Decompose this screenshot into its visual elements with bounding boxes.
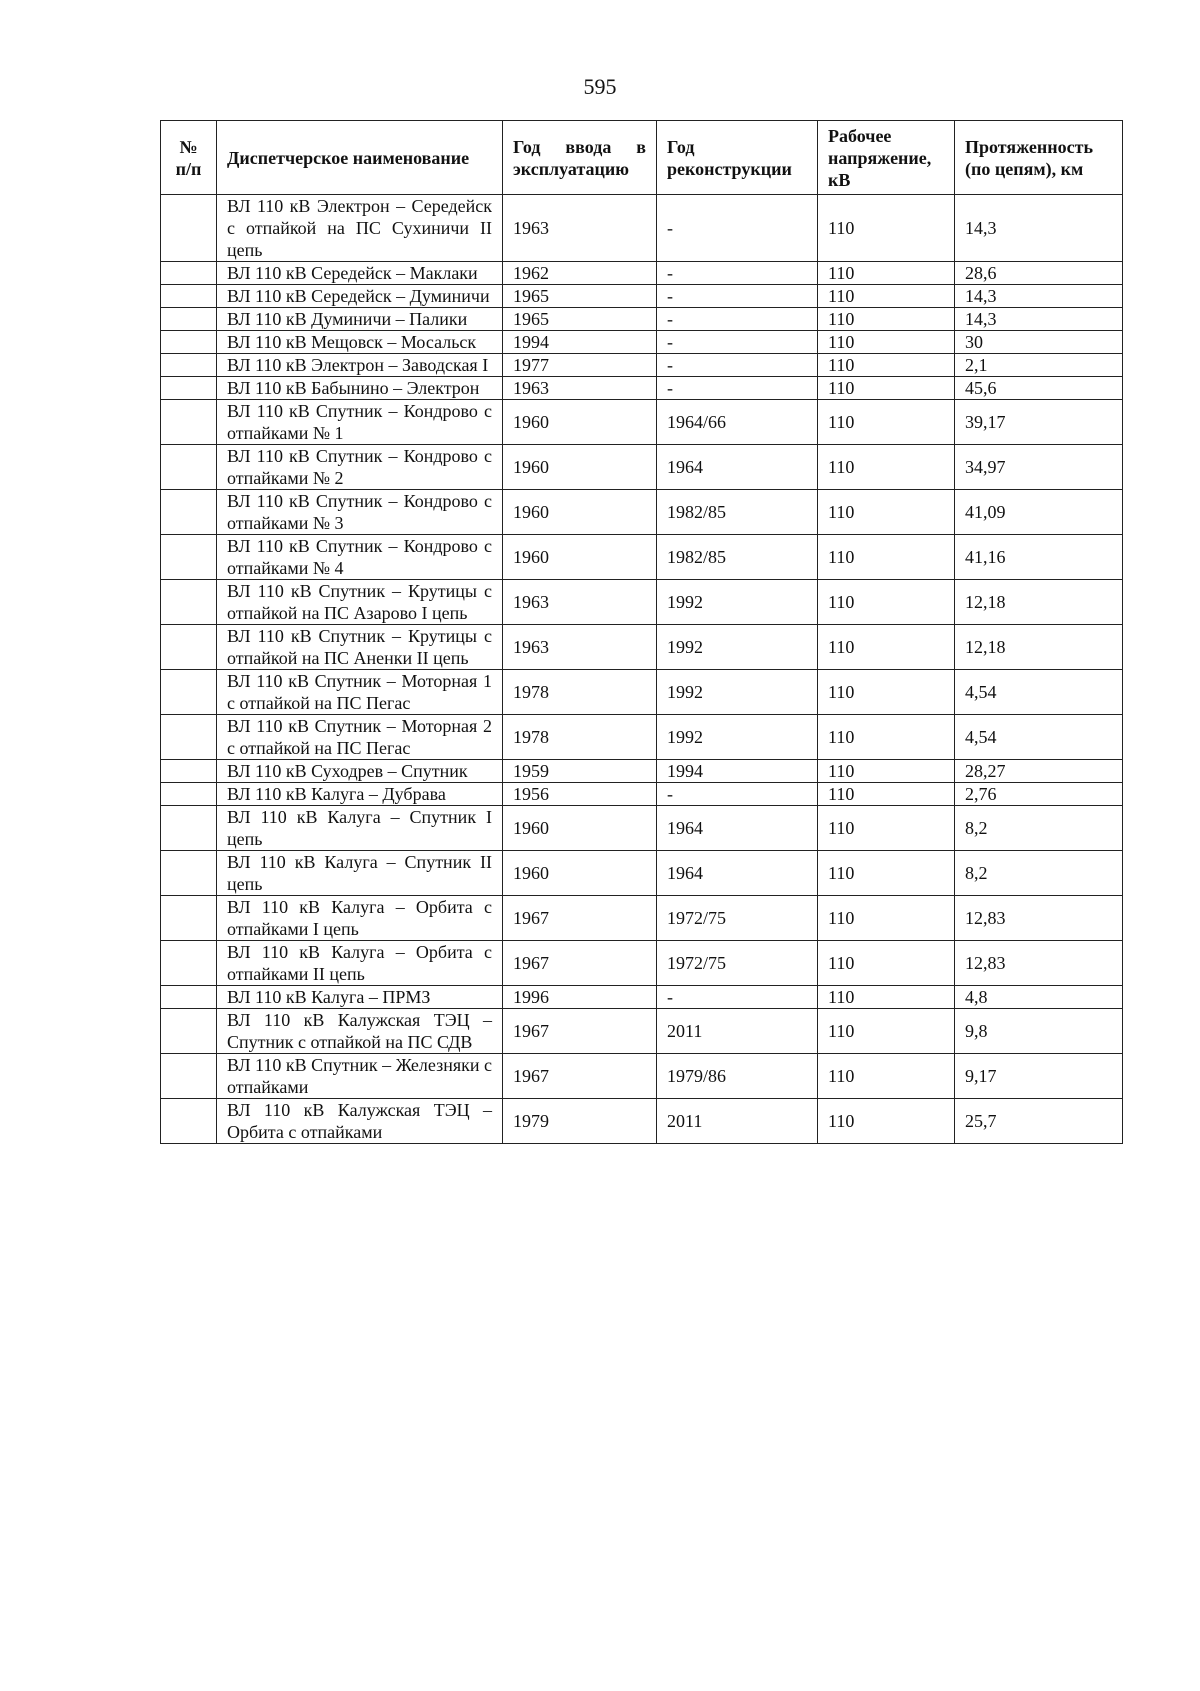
header-year-in: Год ввода в эксплуатацию	[503, 121, 657, 195]
cell-length: 30	[955, 331, 1123, 354]
cell-num	[161, 308, 217, 331]
cell-year-rec: 1972/75	[657, 896, 818, 941]
cell-voltage: 110	[818, 377, 955, 400]
header-year-rec: Год реконструкции	[657, 121, 818, 195]
cell-voltage: 110	[818, 400, 955, 445]
cell-year-in: 1960	[503, 445, 657, 490]
cell-num	[161, 896, 217, 941]
header-num: № п/п	[161, 121, 217, 195]
table-row	[161, 400, 1123, 445]
cell-name: ВЛ 110 кВ Спутник – Кондрово с отпайками № 4	[217, 535, 503, 580]
cell-year-in: 1967	[503, 1054, 657, 1099]
cell-length: 34,97	[955, 445, 1123, 490]
cell-length: 4,54	[955, 670, 1123, 715]
cell-num	[161, 1099, 217, 1144]
cell-year-rec: -	[657, 195, 818, 262]
cell-voltage: 110	[818, 535, 955, 580]
table-row	[161, 715, 1123, 760]
table-row	[161, 1054, 1123, 1099]
cell-voltage: 110	[818, 625, 955, 670]
table-row	[161, 806, 1123, 851]
cell-num	[161, 490, 217, 535]
cell-name: ВЛ 110 кВ Спутник – Крутицы с отпайкой на ПС Аненки II цепь	[217, 625, 503, 670]
cell-length: 45,6	[955, 377, 1123, 400]
page-number: 595	[583, 74, 617, 99]
cell-length: 28,6	[955, 262, 1123, 285]
table-row	[161, 195, 1123, 262]
cell-length: 14,3	[955, 195, 1123, 262]
cell-voltage: 110	[818, 1054, 955, 1099]
cell-year-rec: 1979/86	[657, 1054, 818, 1099]
cell-year-rec: -	[657, 377, 818, 400]
table-row	[161, 535, 1123, 580]
table-row	[161, 1099, 1123, 1144]
power-lines-table	[160, 120, 1123, 1144]
cell-year-in: 1965	[503, 308, 657, 331]
cell-name: ВЛ 110 кВ Калуга – Орбита с отпайками I цепь	[217, 896, 503, 941]
cell-num	[161, 377, 217, 400]
cell-year-in: 1959	[503, 760, 657, 783]
cell-year-in: 1967	[503, 896, 657, 941]
cell-year-rec: 1992	[657, 580, 818, 625]
cell-year-in: 1956	[503, 783, 657, 806]
cell-name: ВЛ 110 кВ Суходрев – Спутник	[217, 760, 503, 783]
cell-num	[161, 400, 217, 445]
cell-num	[161, 760, 217, 783]
table-row	[161, 670, 1123, 715]
cell-year-in: 1994	[503, 331, 657, 354]
cell-year-rec: 1982/85	[657, 535, 818, 580]
cell-name: ВЛ 110 кВ Калуга – ПРМЗ	[217, 986, 503, 1009]
cell-voltage: 110	[818, 896, 955, 941]
cell-voltage: 110	[818, 580, 955, 625]
cell-year-rec: 1964/66	[657, 400, 818, 445]
cell-name: ВЛ 110 кВ Середейск – Маклаки	[217, 262, 503, 285]
cell-year-rec: -	[657, 331, 818, 354]
cell-year-in: 1967	[503, 941, 657, 986]
table-row	[161, 625, 1123, 670]
cell-year-rec: -	[657, 783, 818, 806]
table-row	[161, 783, 1123, 806]
cell-name: ВЛ 110 кВ Спутник – Кондрово с отпайками № 3	[217, 490, 503, 535]
table-row	[161, 580, 1123, 625]
cell-name: ВЛ 110 кВ Калужская ТЭЦ – Орбита с отпайками	[217, 1099, 503, 1144]
cell-name: ВЛ 110 кВ Электрон – Середейск с отпайкой на ПС Сухиничи II цепь	[217, 195, 503, 262]
cell-year-in: 1978	[503, 670, 657, 715]
cell-year-rec: -	[657, 354, 818, 377]
cell-length: 14,3	[955, 285, 1123, 308]
table-row	[161, 490, 1123, 535]
cell-year-in: 1962	[503, 262, 657, 285]
cell-name: ВЛ 110 кВ Думиничи – Палики	[217, 308, 503, 331]
cell-year-in: 1979	[503, 1099, 657, 1144]
cell-year-in: 1960	[503, 535, 657, 580]
table-row	[161, 354, 1123, 377]
cell-year-rec: -	[657, 285, 818, 308]
cell-name: ВЛ 110 кВ Середейск – Думиничи	[217, 285, 503, 308]
cell-year-in: 1960	[503, 490, 657, 535]
cell-num	[161, 1054, 217, 1099]
cell-year-in: 1963	[503, 580, 657, 625]
cell-num	[161, 262, 217, 285]
table-row	[161, 262, 1123, 285]
cell-name: ВЛ 110 кВ Спутник – Железняки с отпайками	[217, 1054, 503, 1099]
cell-name: ВЛ 110 кВ Спутник – Кондрово с отпайками № 2	[217, 445, 503, 490]
cell-voltage: 110	[818, 760, 955, 783]
cell-name: ВЛ 110 кВ Мещовск – Мосальск	[217, 331, 503, 354]
cell-year-rec: -	[657, 986, 818, 1009]
cell-length: 12,83	[955, 896, 1123, 941]
table-row	[161, 445, 1123, 490]
cell-length: 9,17	[955, 1054, 1123, 1099]
cell-voltage: 110	[818, 195, 955, 262]
cell-name: ВЛ 110 кВ Калуга – Спутник I цепь	[217, 806, 503, 851]
cell-length: 4,8	[955, 986, 1123, 1009]
cell-length: 41,16	[955, 535, 1123, 580]
cell-voltage: 110	[818, 986, 955, 1009]
cell-length: 12,18	[955, 625, 1123, 670]
table-row	[161, 896, 1123, 941]
cell-voltage: 110	[818, 941, 955, 986]
cell-voltage: 110	[818, 285, 955, 308]
cell-num	[161, 1009, 217, 1054]
cell-name: ВЛ 110 кВ Калужская ТЭЦ – Спутник с отпайкой на ПС СДВ	[217, 1009, 503, 1054]
table-body	[161, 195, 1123, 1144]
cell-length: 2,76	[955, 783, 1123, 806]
cell-num	[161, 331, 217, 354]
cell-voltage: 110	[818, 670, 955, 715]
cell-year-in: 1963	[503, 195, 657, 262]
cell-voltage: 110	[818, 715, 955, 760]
cell-year-in: 1977	[503, 354, 657, 377]
cell-name: ВЛ 110 кВ Спутник – Моторная 2 с отпайкой на ПС Пегас	[217, 715, 503, 760]
cell-voltage: 110	[818, 331, 955, 354]
cell-year-in: 1978	[503, 715, 657, 760]
cell-year-rec: 1964	[657, 445, 818, 490]
cell-num	[161, 285, 217, 308]
cell-num	[161, 354, 217, 377]
cell-voltage: 110	[818, 851, 955, 896]
table-row	[161, 308, 1123, 331]
cell-name: ВЛ 110 кВ Спутник – Моторная 1 с отпайкой на ПС Пегас	[217, 670, 503, 715]
cell-voltage: 110	[818, 262, 955, 285]
cell-num	[161, 941, 217, 986]
cell-name: ВЛ 110 кВ Бабынино – Электрон	[217, 377, 503, 400]
cell-length: 8,2	[955, 851, 1123, 896]
cell-name: ВЛ 110 кВ Электрон – Заводская I	[217, 354, 503, 377]
cell-name: ВЛ 110 кВ Спутник – Кондрово с отпайками № 1	[217, 400, 503, 445]
table-row	[161, 331, 1123, 354]
cell-year-rec: 2011	[657, 1009, 818, 1054]
cell-year-in: 1963	[503, 625, 657, 670]
cell-num	[161, 986, 217, 1009]
cell-num	[161, 445, 217, 490]
cell-length: 28,27	[955, 760, 1123, 783]
table-row	[161, 760, 1123, 783]
cell-year-rec: 1992	[657, 715, 818, 760]
cell-year-in: 1960	[503, 400, 657, 445]
cell-num	[161, 580, 217, 625]
cell-year-in: 1963	[503, 377, 657, 400]
cell-voltage: 110	[818, 445, 955, 490]
cell-length: 12,83	[955, 941, 1123, 986]
cell-year-rec: 1964	[657, 851, 818, 896]
cell-name: ВЛ 110 кВ Калуга – Дубрава	[217, 783, 503, 806]
cell-voltage: 110	[818, 308, 955, 331]
cell-year-rec: 1972/75	[657, 941, 818, 986]
cell-num	[161, 535, 217, 580]
cell-year-in: 1967	[503, 1009, 657, 1054]
header-length: Протяженность (по цепям), км	[955, 121, 1123, 195]
cell-num	[161, 195, 217, 262]
header-row	[161, 121, 1123, 195]
cell-year-rec: 1992	[657, 625, 818, 670]
cell-year-in: 1996	[503, 986, 657, 1009]
cell-length: 41,09	[955, 490, 1123, 535]
table-row	[161, 986, 1123, 1009]
cell-length: 25,7	[955, 1099, 1123, 1144]
cell-year-rec: -	[657, 308, 818, 331]
cell-num	[161, 715, 217, 760]
table-row	[161, 377, 1123, 400]
cell-length: 8,2	[955, 806, 1123, 851]
cell-length: 2,1	[955, 354, 1123, 377]
table-row	[161, 285, 1123, 308]
table-row	[161, 1009, 1123, 1054]
cell-voltage: 110	[818, 1099, 955, 1144]
table-row	[161, 851, 1123, 896]
cell-year-rec: -	[657, 262, 818, 285]
cell-voltage: 110	[818, 806, 955, 851]
cell-length: 9,8	[955, 1009, 1123, 1054]
cell-num	[161, 851, 217, 896]
header-voltage: Рабочее напряжение, кВ	[818, 121, 955, 195]
cell-num	[161, 625, 217, 670]
cell-voltage: 110	[818, 354, 955, 377]
cell-year-rec: 2011	[657, 1099, 818, 1144]
cell-length: 39,17	[955, 400, 1123, 445]
cell-voltage: 110	[818, 490, 955, 535]
cell-name: ВЛ 110 кВ Калуга – Орбита с отпайками II цепь	[217, 941, 503, 986]
cell-num	[161, 670, 217, 715]
cell-length: 12,18	[955, 580, 1123, 625]
table-row	[161, 941, 1123, 986]
cell-name: ВЛ 110 кВ Калуга – Спутник II цепь	[217, 851, 503, 896]
cell-num	[161, 806, 217, 851]
header-name: Диспетчерское наименование	[217, 121, 503, 195]
cell-year-in: 1965	[503, 285, 657, 308]
cell-length: 14,3	[955, 308, 1123, 331]
cell-voltage: 110	[818, 1009, 955, 1054]
cell-year-in: 1960	[503, 851, 657, 896]
cell-year-rec: 1994	[657, 760, 818, 783]
cell-year-rec: 1992	[657, 670, 818, 715]
cell-year-in: 1960	[503, 806, 657, 851]
cell-length: 4,54	[955, 715, 1123, 760]
cell-num	[161, 783, 217, 806]
cell-year-rec: 1982/85	[657, 490, 818, 535]
cell-year-rec: 1964	[657, 806, 818, 851]
cell-name: ВЛ 110 кВ Спутник – Крутицы с отпайкой на ПС Азарово I цепь	[217, 580, 503, 625]
cell-voltage: 110	[818, 783, 955, 806]
